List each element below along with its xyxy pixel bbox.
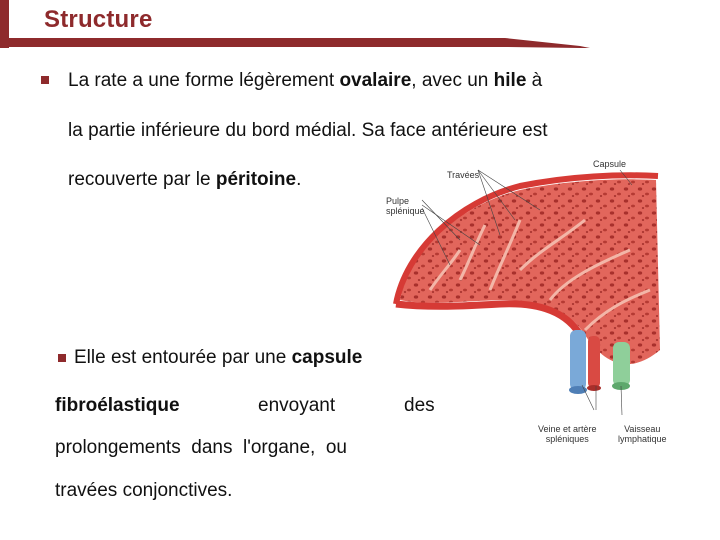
lymphatic-vessel — [612, 342, 630, 390]
label-pulpe: Pulpe splénique — [386, 196, 425, 216]
bullet2-line2b: envoyant — [258, 395, 336, 416]
label-travees: Travées — [447, 170, 480, 180]
bullet1-line1: La rate a une forme légèrement ovalaire, avec un hile à — [68, 70, 543, 91]
splenic-vessels — [569, 330, 601, 394]
bullet1-line3: recouverte par le péritoine. — [68, 169, 302, 190]
title-underline — [0, 36, 590, 50]
label-vaisseau-lymphatique: Vaisseau lymphatique — [618, 424, 667, 444]
bullet2-line2c: des — [404, 395, 435, 416]
bullet2-line1: Elle est entourée par une capsule — [74, 347, 363, 368]
spleen-lower-edge — [396, 304, 582, 338]
spleen-tissue — [400, 179, 660, 364]
bullet2-line2a: fibroélastique — [55, 395, 180, 416]
bullet-marker-1 — [41, 76, 49, 84]
bullet2-line3: prolongements dans l'organe, ou — [55, 437, 347, 458]
bullet2-line4: travées conjonctives. — [55, 480, 233, 501]
label-veine-artere: Veine et artère spléniques — [538, 424, 597, 444]
bullet1-line2: la partie inférieure du bord médial. Sa face antérieure est — [68, 120, 548, 141]
bullet-marker-2 — [58, 354, 66, 362]
label-capsule: Capsule — [593, 159, 627, 169]
slide-title: Structure — [44, 6, 153, 33]
